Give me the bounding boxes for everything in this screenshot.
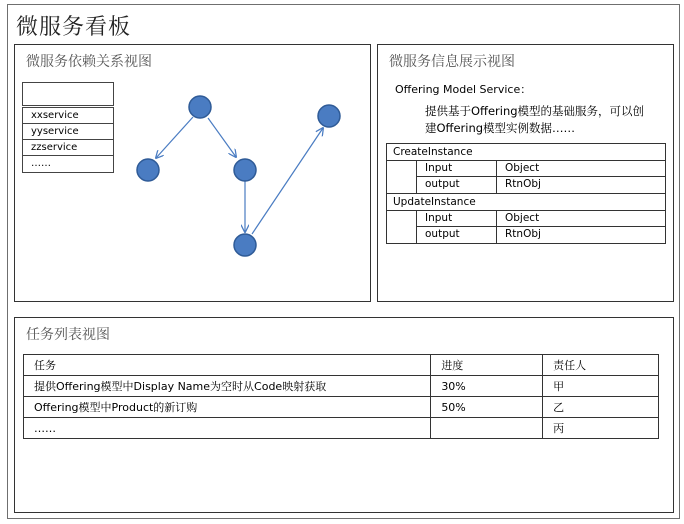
service-list-item[interactable]: yyservice [23, 124, 113, 140]
param-key: output [417, 227, 497, 243]
service-node[interactable] [318, 105, 340, 127]
api-table [386, 143, 666, 244]
dependency-edge [208, 118, 236, 157]
api-name[interactable]: UpdateInstance [387, 194, 665, 211]
param-value: Object [505, 162, 540, 174]
owner-cell: 丙 [543, 418, 659, 439]
page-title: 微服务看板 [16, 15, 132, 40]
column-header-progress: 进度 [431, 355, 543, 376]
api-params [387, 161, 665, 194]
service-list-item[interactable]: xxservice [23, 108, 113, 124]
param-value: Object [505, 212, 540, 224]
task-cell: …… [24, 418, 431, 439]
service-node[interactable] [234, 159, 256, 181]
table-row[interactable] [24, 376, 659, 397]
service-list-item[interactable]: …… [31, 158, 51, 169]
param-key: output [417, 177, 497, 193]
column-header-owner: 责任人 [543, 355, 659, 376]
progress-cell: 30% [431, 376, 543, 397]
api-param-row [417, 177, 665, 193]
progress-cell: 50% [431, 397, 543, 418]
dependency-edge [156, 117, 193, 158]
service-list-item[interactable]: zzservice [23, 140, 113, 156]
task-table-header [24, 355, 659, 376]
owner-cell: 甲 [543, 376, 659, 397]
service-description: 提供基于Offering模型的基础服务，可以创建Offering模型实例数据…… [425, 104, 645, 135]
param-value: RtnObj [505, 228, 541, 240]
api-params [387, 211, 665, 243]
param-key: Input [417, 161, 497, 176]
param-value: RtnObj [505, 178, 541, 190]
service-node[interactable] [137, 159, 159, 181]
api-param-row [417, 211, 665, 227]
api-name[interactable]: CreateInstance [387, 144, 665, 161]
service-node[interactable] [234, 234, 256, 256]
api-param-row [417, 227, 665, 243]
table-row[interactable] [24, 397, 659, 418]
param-key: Input [417, 211, 497, 226]
column-header-task: 任务 [24, 355, 431, 376]
service-node[interactable] [189, 96, 211, 118]
info-panel-title: 微服务信息展示视图 [389, 54, 515, 70]
service-heading: Offering Model Service： [395, 83, 532, 96]
task-panel-title: 任务列表视图 [26, 327, 110, 343]
dependency-panel-title: 微服务依赖关系视图 [26, 54, 152, 70]
api-param-row [417, 161, 665, 177]
owner-cell: 乙 [543, 397, 659, 418]
task-table [23, 354, 659, 439]
table-row[interactable] [24, 418, 659, 439]
task-cell: Offering模型中Product的新订购 [24, 397, 431, 418]
dependency-edge [252, 128, 323, 234]
progress-cell [431, 418, 543, 439]
task-cell: 提供Offering模型中Display Name为空时从Code映射获取 [24, 376, 431, 397]
